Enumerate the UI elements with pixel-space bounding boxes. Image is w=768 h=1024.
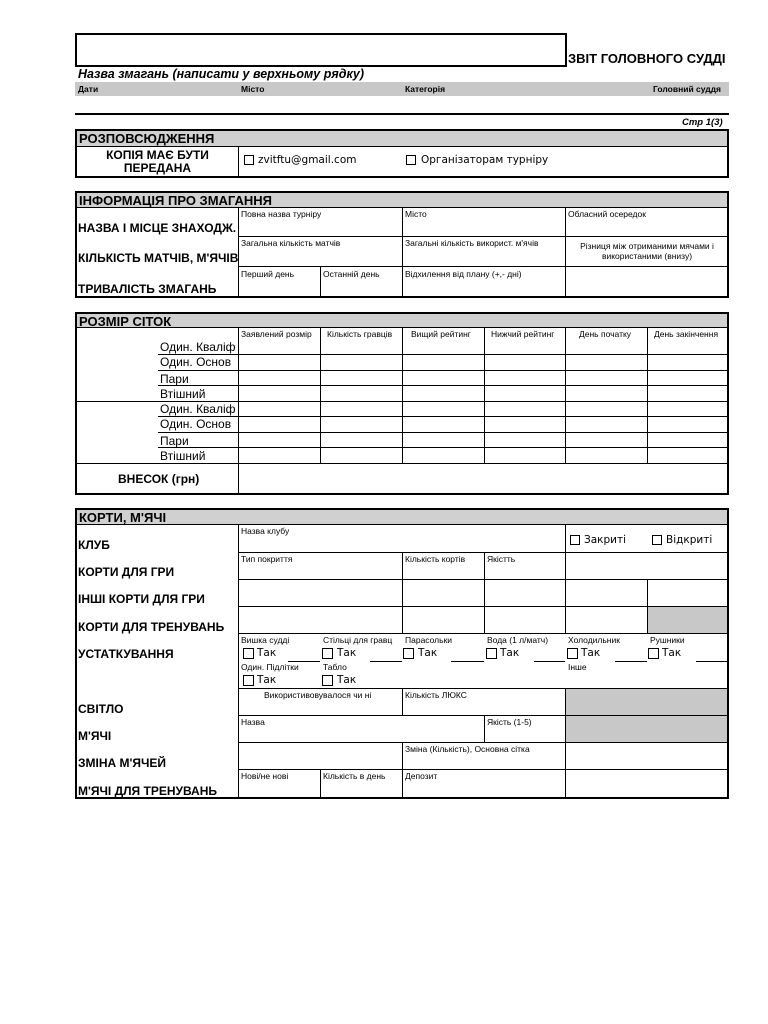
towels: Рушники <box>650 635 685 645</box>
competition-name-hint: Назва змагань (написати у верхньому рядку) <box>78 67 365 81</box>
col-end-day: День закінчення <box>654 329 719 339</box>
info-title: ІНФОРМАЦІЯ ПРО ЗМАГАННЯ <box>77 193 727 207</box>
shaded-cell <box>566 688 727 715</box>
col-lowest-rank: Нижчий рейтинг <box>491 329 555 339</box>
regional-branch: Обласний осередок <box>568 209 646 219</box>
courts-count: Кількість кортів <box>405 554 466 564</box>
row-consolation: Втішний <box>160 449 206 463</box>
divider <box>402 552 403 633</box>
divider <box>288 688 320 689</box>
distribution-title: РОЗПОВСЮДЖЕННЯ <box>77 131 727 146</box>
divider <box>451 661 484 662</box>
name-location-label: НАЗВА І МІСЦЕ ЗНАХОДЖ. <box>78 221 237 235</box>
header-bar <box>75 82 729 96</box>
row-singles-qualifying: Один. Кваліф <box>160 340 236 354</box>
row-doubles: Пари <box>160 372 189 386</box>
divider <box>238 524 239 797</box>
row-singles-main: Один. Основ <box>160 417 232 431</box>
court-quality: Якістть <box>487 554 516 564</box>
page-number: Стр 1(3) <box>682 117 723 128</box>
divider <box>565 207 566 296</box>
total-balls-used: Загальні кількість використ. м'ячів <box>405 238 539 248</box>
yes-label: Так <box>581 647 601 659</box>
copy-label: КОПІЯ МАЄ БУТИ ПЕРЕДАНА <box>106 148 209 175</box>
divider <box>77 463 727 464</box>
divider <box>238 327 239 493</box>
outdoor-checkbox[interactable] <box>652 535 662 545</box>
organizers-option: Організаторам турніру <box>421 154 549 166</box>
fee-label: ВНЕСОК (грн) <box>118 472 200 486</box>
col-start-day: День початку <box>579 329 632 339</box>
yes-label: Так <box>337 674 357 686</box>
divider <box>238 769 727 770</box>
divider <box>484 552 485 633</box>
umbrellas-checkbox[interactable] <box>403 648 414 659</box>
divider <box>565 327 566 463</box>
full-tournament-name: Повна назва турніру <box>241 209 322 219</box>
email-option: zvitftu@gmail.com <box>258 154 357 166</box>
divider <box>647 327 648 463</box>
outdoor-option: Відкриті <box>666 534 713 546</box>
divider <box>238 742 727 743</box>
col-declared-size: Заявлений розмір <box>241 329 312 339</box>
light-used: Використивовувалося чи ні <box>264 690 372 700</box>
divider <box>565 688 566 769</box>
divider <box>320 769 321 797</box>
yes-label: Так <box>662 647 682 659</box>
balls-difference: Різниця між отриманими мячами і використаними (внизу) <box>580 241 714 261</box>
matches-balls-label: КІЛЬКІСТЬ МАТЧІВ, М'ЯЧІВ <box>78 251 239 265</box>
divider <box>158 447 727 448</box>
city-field: Місто <box>405 209 427 219</box>
row-singles-qualifying: Один. Кваліф <box>160 402 236 416</box>
last-day: Останній день <box>323 269 380 279</box>
ball-change-label: ЗМІНА М'ЯЧЕЙ <box>78 756 167 770</box>
first-day: Перший день <box>241 269 295 279</box>
dates-label: Дати <box>78 84 99 94</box>
organizers-checkbox[interactable] <box>406 155 416 165</box>
new-balls: Нові/не нові <box>241 771 289 781</box>
player-chairs-checkbox[interactable] <box>322 648 333 659</box>
row-doubles: Пари <box>160 434 189 448</box>
ball-kids: Один. Підлітки <box>241 662 299 672</box>
yes-label: Так <box>257 647 277 659</box>
divider <box>77 146 727 147</box>
divider <box>402 742 403 797</box>
yes-label: Так <box>337 647 357 659</box>
umpire-chair-checkbox[interactable] <box>243 648 254 659</box>
yes-label: Так <box>418 647 438 659</box>
scoreboard-checkbox[interactable] <box>322 675 333 686</box>
divider <box>402 207 403 296</box>
competition-name-field[interactable] <box>75 33 567 67</box>
shaded-cell <box>566 716 727 743</box>
surface-type: Тип покриття <box>241 554 293 564</box>
divider <box>402 327 403 463</box>
courts-title: КОРТИ, М'ЯЧІ <box>77 510 727 524</box>
divider <box>238 236 727 237</box>
ball-kids-checkbox[interactable] <box>243 675 254 686</box>
fridge: Холодильник <box>568 635 620 645</box>
divider <box>370 688 402 689</box>
practice-balls-label: М'ЯЧІ ДЛЯ ТРЕНУВАНЬ <box>78 784 217 798</box>
divider <box>238 633 727 634</box>
divider <box>158 385 727 386</box>
indoor-option: Закриті <box>584 534 627 546</box>
divider <box>238 266 727 267</box>
divider <box>370 661 402 662</box>
divider <box>320 327 321 463</box>
deposit: Депозит <box>405 771 438 781</box>
row-consolation: Втішний <box>160 387 206 401</box>
email-checkbox[interactable] <box>244 155 254 165</box>
divider <box>238 715 727 716</box>
header-divider <box>75 113 729 115</box>
divider <box>158 416 727 417</box>
ball-change: Зміна (Кількість), Основна сітка <box>405 744 530 754</box>
yes-label: Так <box>500 647 520 659</box>
towels-checkbox[interactable] <box>648 648 659 659</box>
scoreboard: Табло <box>323 662 347 672</box>
club-name: Назва клубу <box>241 526 290 536</box>
divider <box>238 579 727 580</box>
duration-label: ТРИВАЛІСТЬ ЗМАГАНЬ <box>78 282 217 296</box>
total-matches: Загальна кількість матчів <box>241 238 341 248</box>
ball-name: Назва <box>241 717 265 727</box>
yes-label: Так <box>257 674 277 686</box>
divider <box>77 296 238 298</box>
light-label: СВІТЛО <box>78 702 124 716</box>
col-highest-rank: Вищий рейтинг <box>411 329 471 339</box>
divider <box>484 327 485 463</box>
ball-quality: Якість (1-5) <box>487 717 532 727</box>
divider <box>238 146 239 176</box>
club-label: КЛУБ <box>78 538 110 552</box>
divider <box>696 661 727 662</box>
draw-title: РОЗМІР СІТОК <box>77 314 727 327</box>
equipment-label: УСТАТКУВАННЯ <box>78 647 174 661</box>
other-equipment: Інше <box>568 662 587 672</box>
divider <box>534 661 565 662</box>
other-courts-label: ІНШІ КОРТИ ДЛЯ ГРИ <box>78 592 205 606</box>
player-chairs: Стільці для гравц <box>323 635 393 645</box>
category-label: Категорія <box>405 84 446 94</box>
report-title: ЗВІТ ГОЛОВНОГО СУДДІ <box>568 51 726 66</box>
divider <box>565 552 566 633</box>
divider <box>402 688 403 715</box>
city-label: Місто <box>241 84 265 94</box>
shaded-cell <box>648 607 727 633</box>
divider <box>77 524 727 525</box>
divider <box>158 432 727 433</box>
plan-deviation: Відхилення від плану (+,- дні) <box>405 269 522 279</box>
divider <box>615 661 647 662</box>
fridge-checkbox[interactable] <box>567 648 578 659</box>
divider <box>158 354 727 355</box>
courts-label: КОРТИ ДЛЯ ГРИ <box>78 565 175 579</box>
balls-per-day: Кількість в день <box>323 771 386 781</box>
umbrellas: Парасольки <box>405 635 453 645</box>
divider <box>484 715 485 742</box>
umpire-chair: Вишка судді <box>241 635 290 645</box>
divider <box>647 579 648 633</box>
col-players-count: Кількість гравців <box>327 329 393 339</box>
indoor-checkbox[interactable] <box>570 535 580 545</box>
chief-referee-label: Головний суддя <box>653 84 722 94</box>
row-singles-main: Один. Основ <box>160 355 232 369</box>
divider <box>565 524 566 553</box>
divider <box>238 606 727 607</box>
practice-courts-label: КОРТИ ДЛЯ ТРЕНУВАНЬ <box>78 620 225 634</box>
divider <box>238 552 727 553</box>
balls-label: М'ЯЧІ <box>78 729 112 743</box>
divider <box>565 769 566 797</box>
lux-count: Кількість ЛЮКС <box>405 690 467 700</box>
divider <box>320 266 321 296</box>
water-checkbox[interactable] <box>486 648 497 659</box>
divider <box>158 370 727 371</box>
water: Вода (1 л/матч) <box>487 635 549 645</box>
